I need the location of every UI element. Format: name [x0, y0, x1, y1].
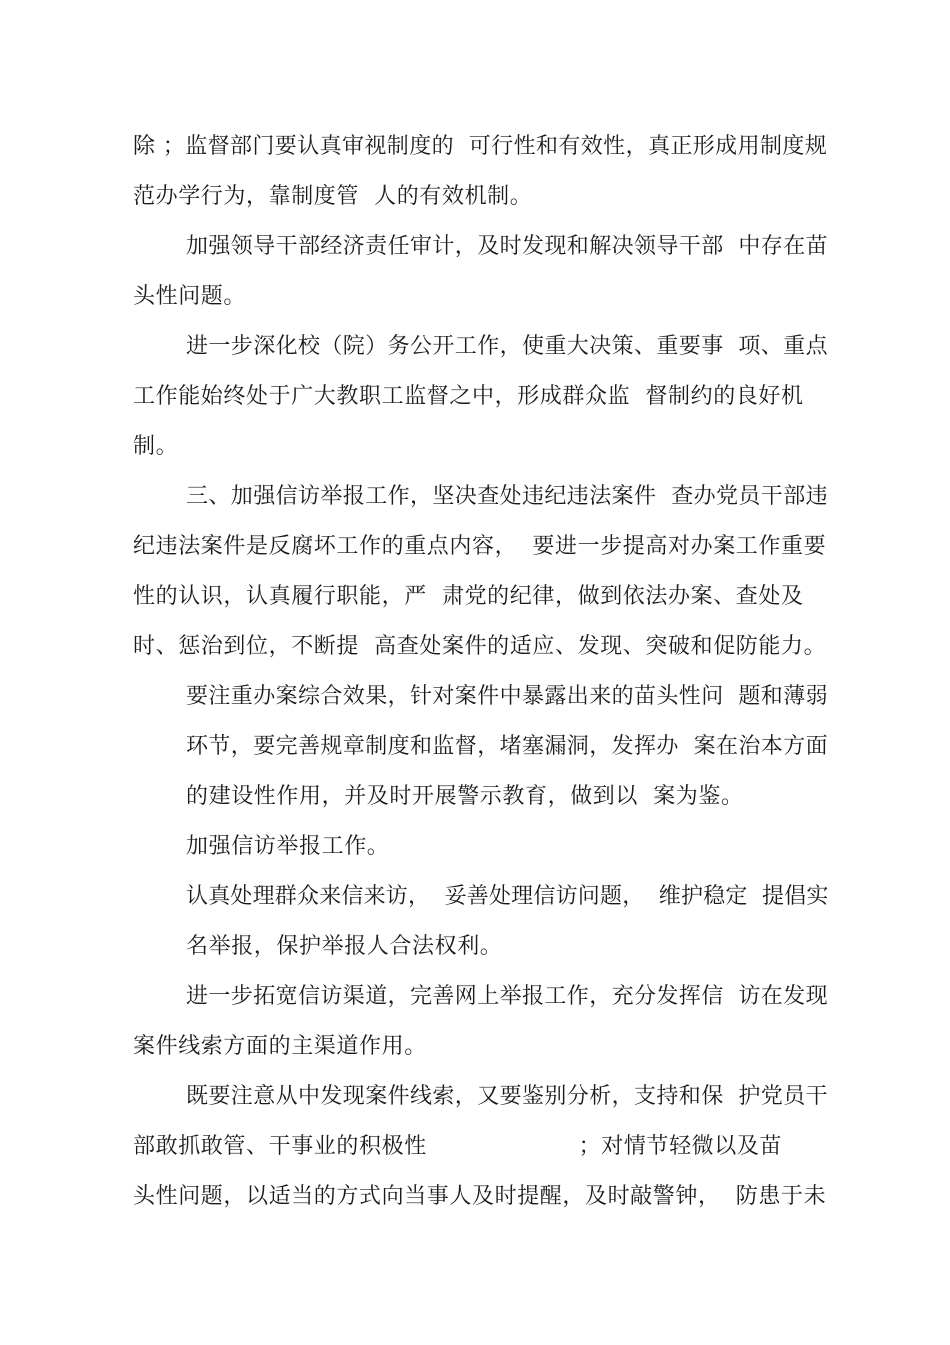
- text-line-19: 案件线索方面的主渠道作用。: [133, 1034, 427, 1059]
- text-line-17: 名举报，保护举报人合法权利。: [186, 934, 503, 959]
- text-line-1: 除 ；监督部门要认真审视制度的 可行性和有效性，真正形成用制度规: [133, 134, 828, 159]
- text-line-21: 部敢抓敢管、干事业的积极性 ；对情节轻微以及苗: [133, 1134, 783, 1159]
- text-line-10: 性的认识，认真履行职能，严 肃党的纪律，做到依法办案、查处及: [133, 584, 804, 609]
- text-line-16: 认真处理群众来信来访， 妥善处理信访问题， 维护稳定 提倡实: [186, 884, 829, 909]
- text-line-8: 三、加强信访举报工作，坚决查处违纪违法案件 查办党员干部违: [186, 484, 828, 509]
- text-line-14: 的建设性作用，并及时开展警示教育，做到以 案为鉴。: [186, 784, 744, 809]
- text-line-9: 纪违法案件是反腐坏工作的重点内容， 要进一步提高对办案工作重要: [133, 534, 827, 559]
- text-line-6: 工作能始终处于广大教职工监督之中，形成群众监 督制约的良好机: [133, 384, 804, 409]
- text-line-22: 头性问题，以适当的方式向当事人及时提醒，及时敲警钟， 防患于未: [133, 1184, 827, 1209]
- text-line-2: 范办学行为，靠制度管 人的有效机制。: [133, 184, 533, 209]
- text-line-15: 加强信访举报工作。: [186, 834, 390, 859]
- text-line-12: 要注重办案综合效果，针对案件中暴露出来的苗头性问 题和薄弱: [186, 684, 828, 709]
- text-line-5: 进一步深化校（院）务公开工作，使重大决策、重要事 项、重点: [186, 334, 828, 359]
- text-line-7: 制。: [133, 434, 179, 459]
- text-line-13: 环节，要完善规章制度和监督，堵塞漏洞，发挥办 案在治本方面: [186, 734, 828, 759]
- text-line-18: 进一步拓宽信访渠道，完善网上举报工作，充分发挥信 访在发现: [186, 984, 828, 1009]
- text-line-11: 时、惩治到位，不断提 高查处案件的适应、发现、突破和促防能力。: [133, 634, 827, 659]
- text-line-4: 头性问题。: [133, 284, 247, 309]
- text-line-20: 既要注意从中发现案件线索，又要鉴别分析，支持和保 护党员干: [186, 1084, 828, 1109]
- text-line-3: 加强领导干部经济责任审计，及时发现和解决领导干部 中存在苗: [186, 234, 828, 259]
